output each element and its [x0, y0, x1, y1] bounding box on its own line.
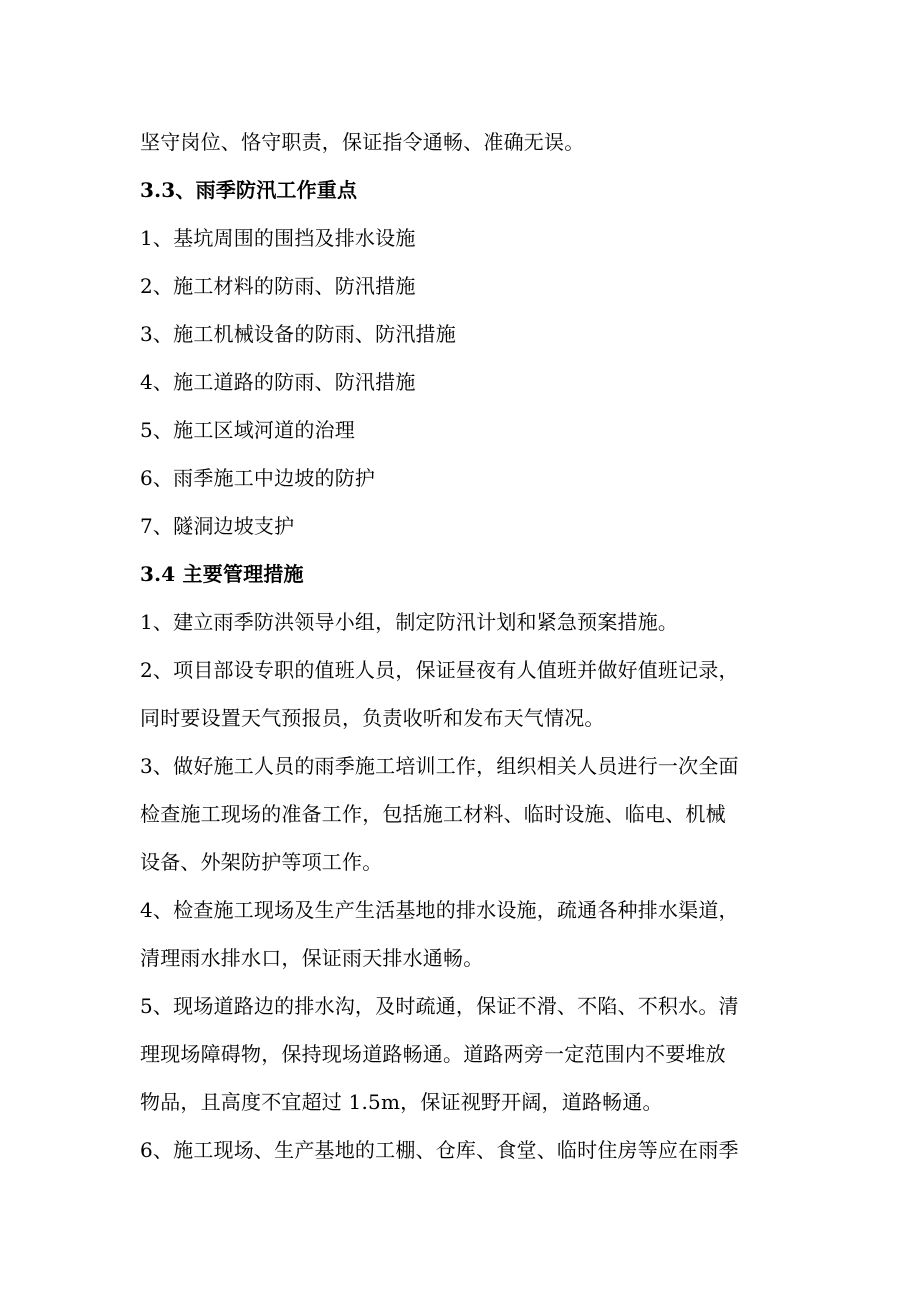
document-page [140, 118, 780, 1174]
section-heading: 3.4 主要管理措施 [140, 562, 304, 586]
list-item: 7、隧洞边坡支护 [140, 514, 295, 538]
paragraph-line: 同时要设置天气预报员，负责收听和发布天气情况。 [140, 706, 605, 730]
paragraph-line: 检查施工现场的准备工作，包括施工材料、临时设施、临电、机械 [140, 802, 726, 826]
paragraph-line: 设备、外架防护等项工作。 [140, 850, 383, 874]
list-item: 1、基坑周围的围挡及排水设施 [140, 226, 416, 250]
paragraph-line: 4、检查施工现场及生产生活基地的排水设施，疏通各种排水渠道， [140, 898, 739, 922]
paragraph-line: 3、做好施工人员的雨季施工培训工作，组织相关人员进行一次全面 [140, 754, 739, 778]
paragraph-line: 清理雨水排水口，保证雨天排水通畅。 [140, 946, 484, 970]
paragraph-line: 6、施工现场、生产基地的工棚、仓库、食堂、临时住房等应在雨季 [140, 1138, 739, 1162]
list-item: 2、施工材料的防雨、防汛措施 [140, 274, 416, 298]
text-line: 坚守岗位、恪守职责，保证指令通畅、准确无误。 [140, 130, 585, 154]
section-heading: 3.3、雨季防汛工作重点 [140, 178, 358, 202]
paragraph-line: 1、建立雨季防洪领导小组，制定防汛计划和紧急预案措施。 [140, 610, 679, 634]
list-item: 3、施工机械设备的防雨、防汛措施 [140, 322, 456, 346]
paragraph-line: 理现场障碍物，保持现场道路畅通。道路两旁一定范围内不要堆放 [140, 1042, 726, 1066]
list-item: 4、施工道路的防雨、防汛措施 [140, 370, 416, 394]
paragraph-line: 2、项目部设专职的值班人员，保证昼夜有人值班并做好值班记录， [140, 658, 739, 682]
paragraph-line: 5、现场道路边的排水沟，及时疏通，保证不滑、不陷、不积水。清 [140, 994, 739, 1018]
list-item: 5、施工区域河道的治理 [140, 418, 355, 442]
list-item: 6、雨季施工中边坡的防护 [140, 466, 376, 490]
paragraph-line: 物品，且高度不宜超过 1.5m，保证视野开阔，道路畅通。 [140, 1090, 663, 1114]
